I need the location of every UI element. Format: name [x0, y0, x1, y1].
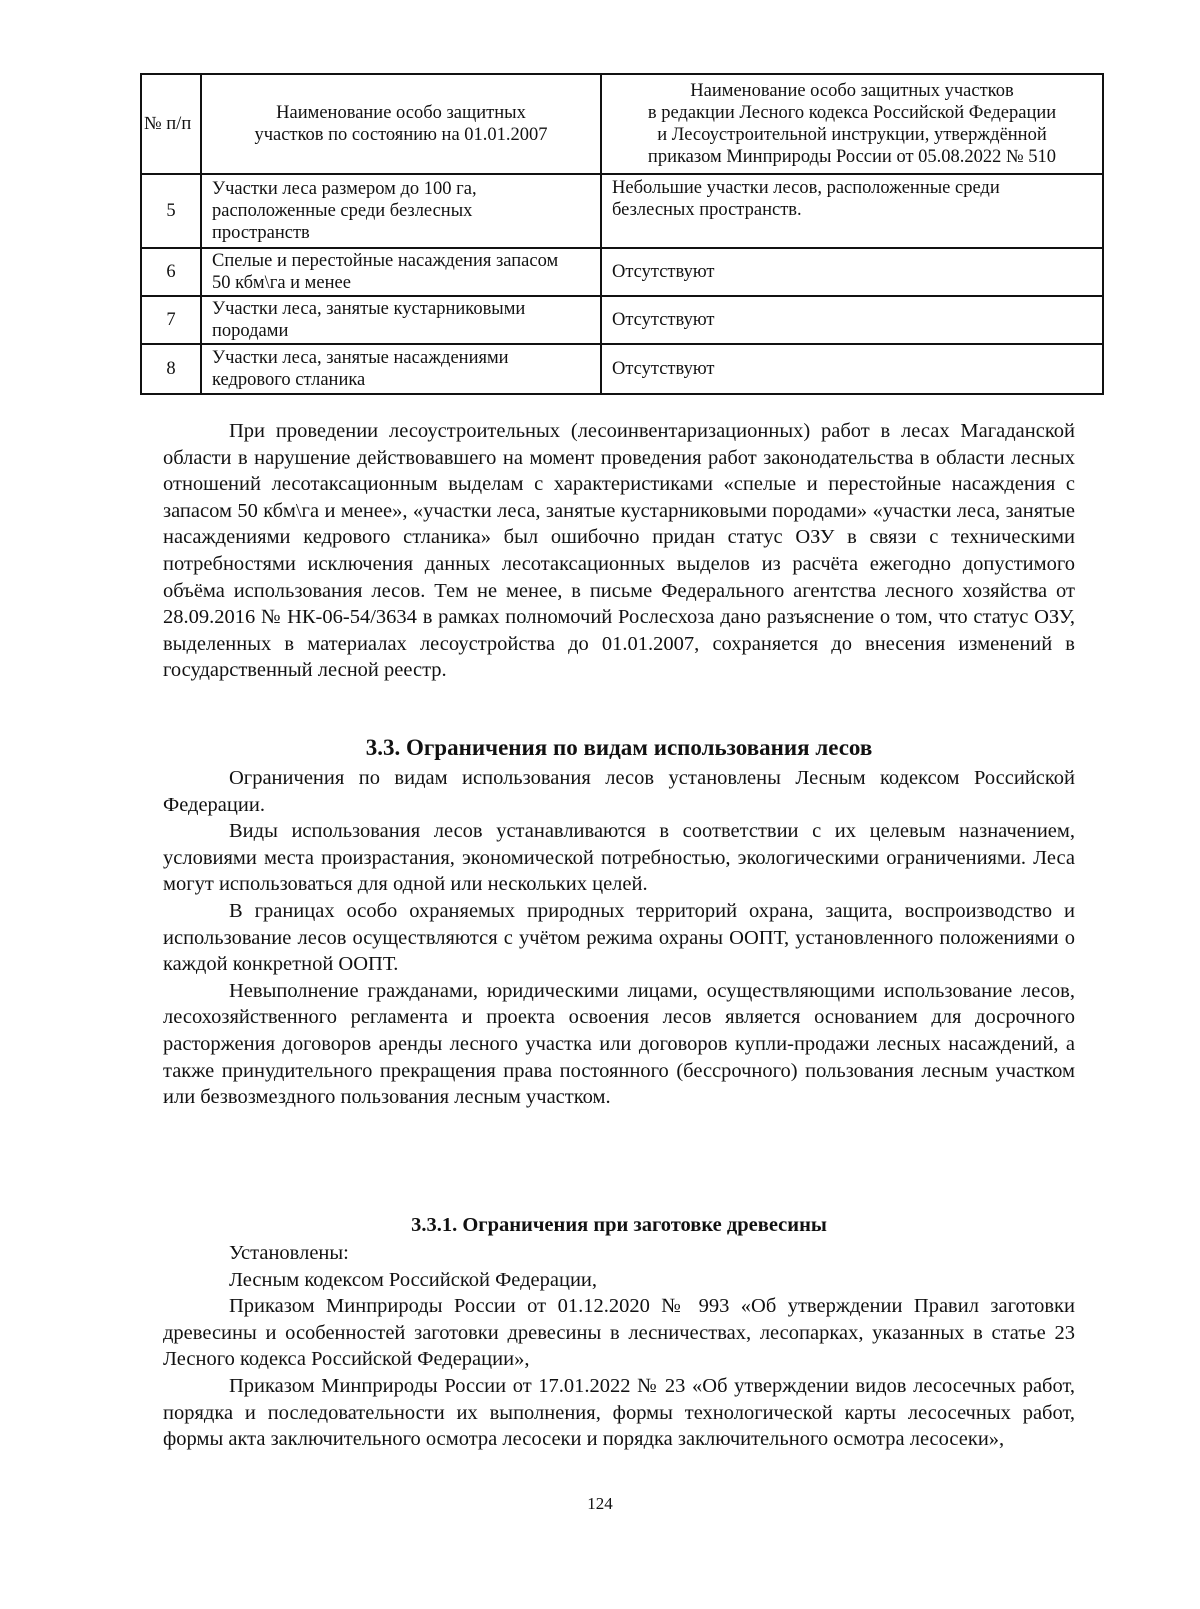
row-number: 6 — [141, 248, 201, 296]
row-old-name-text: Спелые и перестойные насаждения запасом 50 кбм\га и менее — [212, 251, 559, 293]
page-number: 124 — [587, 1494, 613, 1513]
row-old-name — [201, 248, 601, 296]
section-heading-3-3-1: 3.3.1. Ограничения при заготовке древесины — [411, 1214, 827, 1236]
table-row — [141, 248, 1103, 296]
row-old-name — [201, 174, 601, 248]
paragraph: Приказом Минприроды России от 01.12.2020 № 993 «Об утверждении Правил заготовки древесины и особенностей заготовки древесины в лесничествах, лесопарках, указанных в статье 23 Лесного кодекса Российской Федерации», — [163, 1295, 1075, 1371]
paragraph: Установлены: — [229, 1242, 349, 1264]
table-row — [141, 344, 1103, 394]
paragraph: В границах особо охраняемых природных территорий охрана, защита, воспроизводство и использование лесов осуществляются с учётом режима охраны ООПТ, установленного положениями о каждой конкретной ООПТ. — [163, 899, 1075, 976]
row-number: 5 — [141, 174, 201, 248]
section-3-3-1-body — [163, 1240, 1075, 1453]
row-number: 7 — [141, 296, 201, 344]
row-new-name — [601, 174, 1103, 248]
header-new-name — [601, 74, 1103, 174]
header-new-line-4: приказом Минприроды России от 05.08.2022 № 510 — [647, 147, 1057, 167]
row-old-name-text: Участки леса размером до 100 га, расположенные среди безлесных пространств — [212, 179, 477, 243]
protective-areas-table — [140, 73, 1104, 395]
table-row — [141, 296, 1103, 344]
row-new-name-text: Небольшие участки лесов, расположенные среди безлесных пространств. — [612, 178, 1000, 220]
row-new-name: Отсутствуют — [601, 344, 1103, 394]
header-new-line-1: Наименование особо защитных участков — [690, 81, 1014, 101]
row-new-name: Отсутствуют — [601, 296, 1103, 344]
row-old-name-text: Участки леса, занятые насаждениями кедрового стланика — [212, 348, 509, 390]
row-new-name: Отсутствуют — [601, 248, 1103, 296]
intro-paragraph-block — [163, 418, 1075, 684]
header-new-line-3: и Лесоустроительной инструкции, утверждённой — [657, 125, 1047, 145]
row-old-name: Участки леса, занятые кустарниковыми породами — [201, 296, 601, 344]
table-header-row — [141, 74, 1103, 174]
paragraph: При проведении лесоустроительных (лесоинвентаризационных) работ в лесах Магаданской области в нарушение действовавшего на момент проведения работ законодательства в области лесных отношений лесотаксационным выделам с характеристиками «спелые и перестойные насаждения с запасом 50 кбм\га и менее», «участки леса, занятые кустарниковыми породами» «участки леса, занятые насаждениями кедрового стланика» был ошибочно придан статус ОЗУ в связи с техническими потребностями исключения данных лесотаксационных выделов из расчёта ежегодно допустимого объёма использования лесов. Тем не менее, в письме Федерального агентства лесного хозяйства от 28.09.2016 № НК-06-54/3634 в рамках полномочий Рослесхоза дано разъяснение о том, что статус ОЗУ, выделенных в материалах лесоустройства до 01.01.2007, сохраняется до внесения изменений в государственный лесной реестр. — [163, 420, 1075, 682]
header-number: № п/п — [141, 74, 201, 174]
row-old-name — [201, 344, 601, 394]
row-number: 8 — [141, 344, 201, 394]
header-old-name — [201, 74, 601, 174]
paragraph: Лесным кодексом Российской Федерации, — [229, 1268, 598, 1291]
paragraph: Ограничения по видам использования лесов установлены Лесным кодексом Российской Федерации. — [163, 767, 1075, 816]
section-3-3-body — [163, 765, 1075, 1111]
paragraph: Невыполнение гражданами, юридическими лицами, осуществляющими использование лесов, лесохозяйственного регламента и проекта освоения лесов является основанием для досрочного расторжения договоров аренды лесного участка или договоров купли-продажи лесных насаждений, а также принудительного прекращения права постоянного (бессрочного) пользования лесным участком или безвозмездного пользования лесным участком. — [163, 979, 1075, 1109]
table-row — [141, 174, 1103, 248]
paragraph: Виды использования лесов устанавливаются в соответствии с их целевым назначением, условиями места произрастания, экономической потребностью, экологическими ограничениями. Леса могут использоваться для одной или нескольких целей. — [163, 820, 1075, 896]
paragraph: Приказом Минприроды России от 17.01.2022 № 23 «Об утверждении видов лесосечных работ, порядка и последовательности их выполнения, формы технологической карты лесосечных работ, формы акта заключительного осмотра лесосеки и порядка заключительного осмотра лесосеки», — [163, 1374, 1075, 1451]
section-heading-3-3: 3.3. Ограничения по видам использования лесов — [365, 735, 873, 760]
header-old-name-text: Наименование особо защитных участков по состоянию на 01.01.2007 — [254, 103, 548, 145]
header-new-line-2: в редакции Лесного кодекса Российской Федерации — [647, 103, 1057, 123]
